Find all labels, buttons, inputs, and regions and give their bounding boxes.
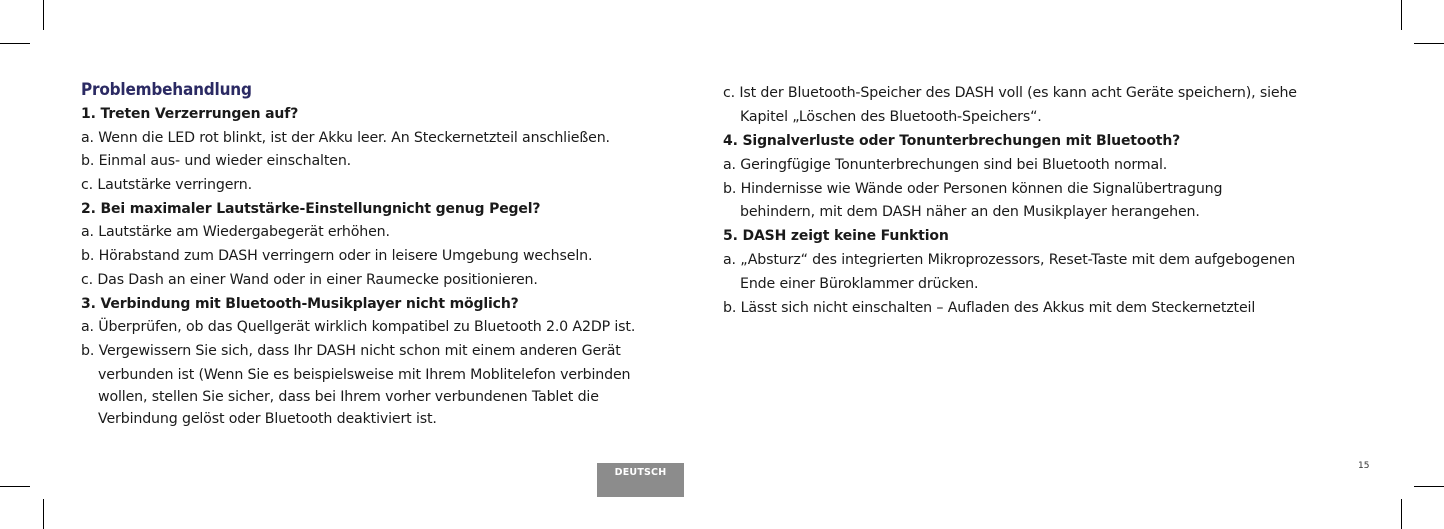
question-heading-4: 4. Signalverluste oder Tonunterbrechungen mit Bluetooth? — [723, 132, 1181, 149]
answer-2c: c. Das Dash an einer Wand oder in einer Raumecke positionieren. — [81, 271, 538, 288]
crop-mark — [1414, 486, 1444, 487]
answer-2b: b. Hörabstand zum DASH verringern oder in leisere Umgebung wechseln. — [81, 248, 593, 265]
crop-mark — [0, 43, 30, 44]
answer-3c-line: c. Ist der Bluetooth-Speicher des DASH voll (es kann acht Geräte speichern), siehe — [723, 85, 1297, 101]
answer-3b-line: Verbindung gelöst oder Bluetooth deaktiviert ist. — [98, 411, 437, 428]
answer-2a: a. Lautstärke am Wiedergabegerät erhöhen. — [81, 224, 390, 241]
question-heading-2: 2. Bei maximaler Lautstärke-Einstellungnicht genug Pegel? — [81, 200, 541, 217]
crop-mark — [1401, 499, 1402, 529]
answer-3b-line: verbunden ist (Wenn Sie es beispielsweise mit Ihrem Moblitelefon verbinden — [98, 366, 631, 383]
answer-3b-line: wollen, stellen Sie sicher, dass bei Ihrem vorher verbundenen Tablet die — [98, 388, 599, 405]
question-heading-3: 3. Verbindung mit Bluetooth-Musikplayer nicht möglich? — [81, 295, 519, 312]
crop-mark — [1414, 43, 1444, 44]
question-heading-5: 5. DASH zeigt keine Funktion — [723, 228, 949, 245]
left-column — [81, 77, 711, 431]
answer-5b: b. Lässt sich nicht einschalten – Aufladen des Akkus mit dem Steckernetzteil — [723, 300, 1256, 317]
answer-5a-line: a. „Absturz“ des integrierten Mikroprozessors, Reset-Taste mit dem aufgebogenen — [723, 252, 1296, 269]
crop-mark — [43, 499, 44, 529]
language-tab: DEUTSCH — [597, 463, 684, 497]
answer-4b-line: behindern, mit dem DASH näher an den Musikplayer herangehen. — [740, 204, 1200, 221]
right-column — [723, 82, 1383, 321]
answer-4a: a. Geringfügige Tonunterbrechungen sind bei Bluetooth normal. — [723, 156, 1168, 173]
answer-4b-line: b. Hindernisse wie Wände oder Personen können die Signalübertragung — [723, 180, 1223, 197]
answer-1b: b. Einmal aus- und wieder einschalten. — [81, 153, 352, 170]
crop-mark — [43, 0, 44, 30]
answer-3b-line: b. Vergewissern Sie sich, dass Ihr DASH nicht schon mit einem anderen Gerät — [81, 342, 621, 359]
page-number: 15 — [1358, 461, 1370, 471]
crop-mark — [0, 486, 30, 487]
answer-5a-line: Ende einer Büroklammer drücken. — [740, 276, 979, 293]
crop-mark — [1401, 0, 1402, 30]
question-heading-1: 1. Treten Verzerrungen auf? — [81, 106, 299, 122]
answer-1c: c. Lautstärke verringern. — [81, 177, 252, 194]
answer-1a: a. Wenn die LED rot blinkt, ist der Akku leer. An Steckernetzteil anschließen. — [81, 129, 610, 146]
page-title: Problembehandlung — [81, 80, 252, 100]
answer-3a: a. Überprüfen, ob das Quellgerät wirklich kompatibel zu Bluetooth 2.0 A2DP ist. — [81, 319, 636, 336]
answer-3c-line: Kapitel „Löschen des Bluetooth-Speichers“. — [740, 108, 1042, 125]
